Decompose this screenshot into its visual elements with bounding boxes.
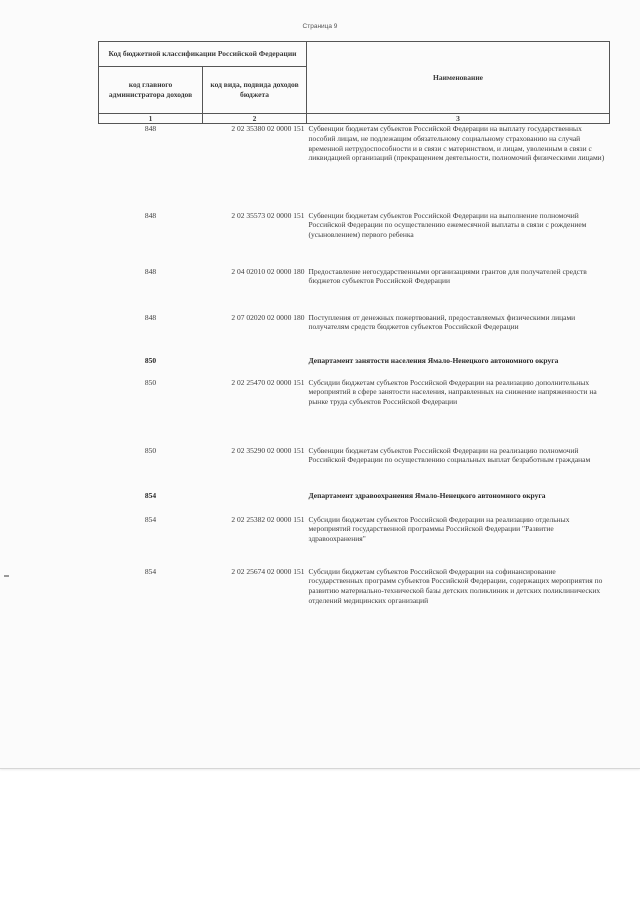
admin-code-cell: 848 — [144, 210, 157, 220]
scan-margin-mark — [4, 575, 9, 577]
header-name: Наименование — [307, 42, 610, 114]
header-column-number-1: 1 — [99, 114, 203, 124]
department-name-cell: Департамент занятости населения Ямало-Ненецкого автономного округа — [308, 355, 559, 365]
revenue-name-cell: Субвенции бюджетам субъектов Российской Федерации на реализацию полномочий Российской Федерации по осуществлению социальных выплат безработным гражданам — [308, 445, 591, 465]
revenue-code-cell: 2 02 25674 02 0000 151 — [231, 566, 305, 576]
revenue-code-cell — [203, 491, 307, 515]
admin-code-cell: 850 — [144, 377, 157, 387]
table-row — [99, 211, 610, 267]
admin-code-cell: 854 — [144, 566, 157, 576]
table-row — [99, 267, 610, 313]
revenue-code-cell: 2 04 02010 02 0000 180 — [231, 266, 305, 276]
revenue-code-cell: 2 02 25382 02 0000 151 — [231, 514, 305, 524]
table-row — [99, 515, 610, 567]
department-row — [99, 356, 610, 378]
table-row — [99, 446, 610, 491]
table-row — [99, 567, 610, 643]
revenue-code-cell: 2 02 25470 02 0000 151 — [231, 377, 305, 387]
admin-code-cell: 850 — [144, 445, 157, 455]
admin-code-cell: 854 — [144, 514, 157, 524]
table-row — [99, 313, 610, 356]
revenue-code-cell: 2 02 35380 02 0000 151 — [231, 124, 305, 133]
revenue-code-cell — [203, 356, 307, 378]
revenue-name-cell: Субсидии бюджетам субъектов Российской Федерации на реализацию отдельных мероприятий государственной программы Российской Федерации "Развитие здравоохранения" — [308, 514, 570, 543]
table-row — [99, 124, 610, 211]
header-column-number-2: 2 — [203, 114, 307, 124]
revenue-code-cell: 2 02 35573 02 0000 151 — [231, 210, 305, 220]
page-number-label: Страница 9 — [302, 23, 338, 30]
department-row — [99, 491, 610, 515]
revenue-name-cell: Поступления от денежных пожертвований, предоставляемых физическими лицами получателям средств бюджетов субъектов Российской Федерации — [308, 312, 576, 332]
budget-classification-table — [98, 41, 610, 643]
table-row — [99, 378, 610, 446]
header-revenue-code: код вида, подвида доходов бюджета — [203, 67, 307, 114]
header-budget-code-group: Код бюджетной классификации Российской Федерации — [99, 42, 307, 67]
admin-code-cell: 848 — [144, 124, 157, 133]
revenue-code-cell: 2 07 02020 02 0000 180 — [231, 312, 305, 322]
revenue-name-cell: Субсидии бюджетам субъектов Российской Федерации на реализацию дополнительных мероприятий в сфере занятости населения, направленных на снижение напряженности на рынке труда субъектов Российской Федерации — [308, 377, 597, 406]
revenue-name-cell: Субвенции бюджетам субъектов Российской Федерации на выполнение полномочий Российской Федерации по осуществлению ежемесячной выплаты в связи с рождением (усыновлением) первого ребенка — [308, 210, 587, 239]
admin-code-cell: 848 — [144, 312, 157, 322]
revenue-code-cell: 2 02 35290 02 0000 151 — [231, 445, 305, 455]
admin-code-cell: 854 — [144, 490, 157, 500]
revenue-name-cell: Предоставление негосударственными организациями грантов для получателей средств бюджетов субъектов Российской Федерации — [308, 266, 587, 286]
revenue-name-cell: Субсидии бюджетам субъектов Российской Федерации на софинансирование государственных программ субъектов Российской Федерации, содержащих мероприятия по развитию материально-технической базы детских поликлиник и детских поликлинических отделений медицинских организаций — [308, 566, 603, 605]
header-admin-code: код главного администратора доходов — [99, 67, 203, 114]
department-name-cell: Департамент здравоохранения Ямало-Ненецкого автономного округа — [308, 490, 546, 500]
revenue-name-cell: Субвенции бюджетам субъектов Российской Федерации на выплату государственных пособий лицам, не подлежащим обязательному социальному страхованию на случай временной нетрудоспособности и в связи с материнством, и лицам, уволенным в связи с ликвидацией организаций (прекращением деятельности, полномочий физическими лицами) — [308, 124, 605, 163]
header-column-number-3: 3 — [307, 114, 610, 124]
admin-code-cell: 848 — [144, 266, 157, 276]
admin-code-cell: 850 — [144, 355, 157, 365]
